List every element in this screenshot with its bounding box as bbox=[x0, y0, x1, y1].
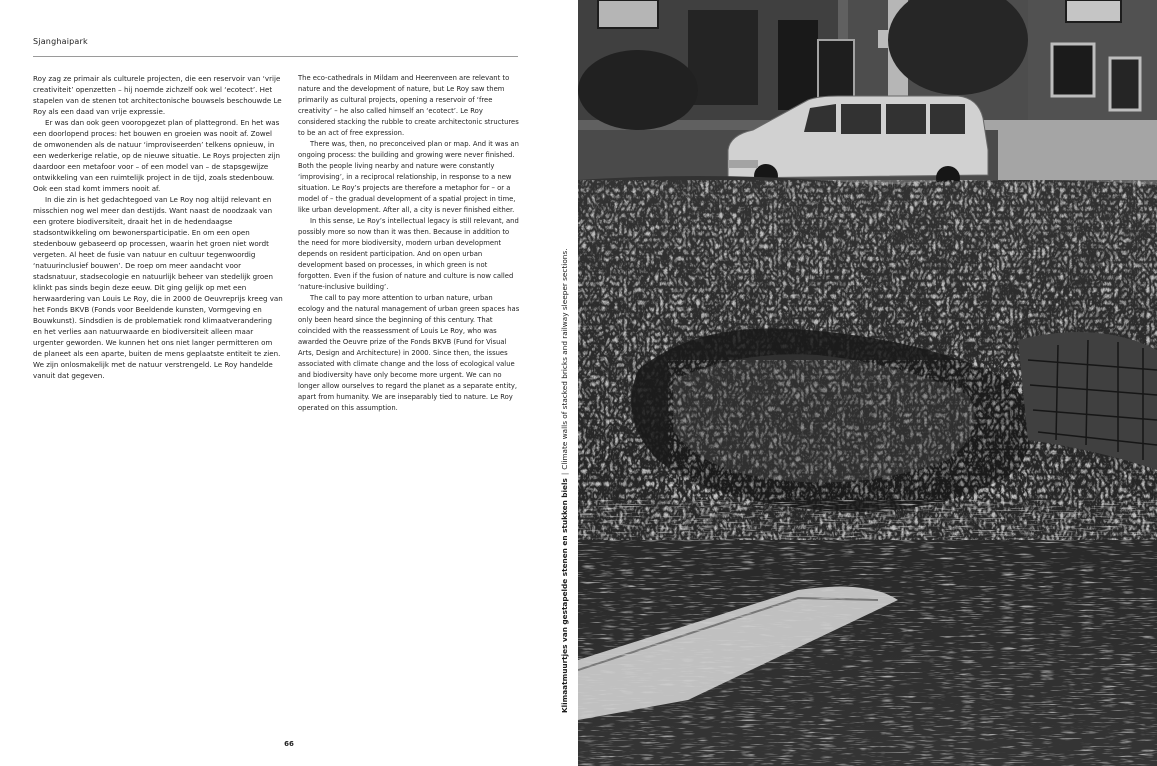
dutch-column bbox=[33, 73, 283, 381]
english-column bbox=[298, 73, 520, 414]
running-head: Sjanghaipark bbox=[33, 37, 88, 46]
page-number: 66 bbox=[284, 740, 294, 748]
dutch-paragraph-2: Er was dan ook geen vooropgezet plan of plattegrond. En het was een doorlopend proces: het bouwen en groeien was nooit af. Zowel de omwonenden als de natuur ‘improviseerden’ telkens opnieuw, in een wederkerige relatie, op de nieuwe situatie. Le Roys projecten zijn daardoor een metafoor voor – of een model van – de stapsgewijze ontwikkeling van een ruimtelijk project in de tijd, zoals stedenbouw. Ook een stad komt immers nooit af. bbox=[33, 118, 281, 193]
caption-dutch: Klimaatmuurtjes van gestapelde stenen en stukken biels bbox=[560, 478, 569, 713]
dutch-paragraph-3: In die zin is het gedachtegoed van Le Roy nog altijd relevant en misschien nog wel meer dan destijds. Want naast de noodzaak van een grotere biodiversiteit, draait het in de hedendaagse stadsontwikkeling om bewonersparticipatie. En om een open stedenbouw gebaseerd op processen, waarin het groen niet wordt vergeten. Al heet de fusie van natuur en cultuur tegenwoordig ‘natuurinclusief bouwen’. De roep om meer aandacht voor stadsnatuur, stadsecologie en natuurlijk beheer van stedelijk groen klinkt pas sinds begin deze eeuw. Dit ging gelijk op met een herwaardering van Louis Le Roy, die in 2000 de Oeuvreprijs kreeg van het Fonds BKVB (Fonds voor Beeldende kunsten, Vormgeving en Bouwkunst). Sindsdien is de problematiek rond klimaatverandering en het verlies aan natuurwaarde en biodiversiteit alleen maar urgenter geworden. We kunnen het ons niet langer permitteren om de planeet als een aparte, buiten de mens geplaatste entiteit te zien. We zijn onlosmakelijk met de natuur verstrengeld. Le Roy handelde vanuit dat gegeven. bbox=[33, 195, 283, 380]
header-rule bbox=[33, 56, 518, 57]
photo bbox=[578, 0, 1157, 766]
english-paragraph-4: The call to pay more attention to urban nature, urban ecology and the natural management of urban green spaces has only been heard since the beginning of this century. That coincided with the reassessment of Louis Le Roy, who was awarded the Oeuvre prize of the Fonds BKVB (Fund for Visual Arts, Design and Architecture) in 2000. Since then, the issues associated with climate change and the loss of ecological value and biodiversity have only become more urgent. We can no longer allow ourselves to regard the planet as a separate entity, apart from humanity. We are inseparably tied to nature. Le Roy operated on this assumption. bbox=[298, 294, 520, 412]
photo-caption bbox=[560, 248, 569, 713]
caption-english: Climate walls of stacked bricks and railway sleeper sections. bbox=[560, 248, 569, 470]
english-paragraph-2: There was, then, no preconceived plan or map. And it was an ongoing process: the building and growing were never finished. Both the people living nearby and nature were constantly ‘improvising’, in a reciprocal relationship, in response to a new situation. Le Roy’s projects are therefore a metaphor for – or a model of – the gradual development of a spatial project in time, like urban development. After all, a city is never finished either. bbox=[298, 140, 519, 214]
dutch-paragraph-1: Roy zag ze primair als culturele projecten, die een reservoir van ‘vrije creativiteit’ openzetten – hij noemde zichzelf ook wel ‘ecotect’. Het stapelen van de stenen tot architectonische bouwsels beschouwde Le Roy als een daad van vrije expressie. bbox=[33, 74, 282, 116]
photo-illustration bbox=[578, 0, 1157, 766]
caption-separator: | bbox=[560, 472, 569, 476]
english-paragraph-3: In this sense, Le Roy’s intellectual legacy is still relevant, and possibly more so now than it was then. Because in addition to the need for more biodiversity, modern urban development depends on resident participation. And on open urban development based on processes, in which green is not forgotten. Even if the fusion of nature and culture is now called ‘nature-inclusive building’. bbox=[298, 217, 519, 291]
english-paragraph-1: The eco-cathedrals in Mildam and Heerenveen are relevant to nature and the development of nature, but Le Roy saw them primarily as cultural projects, opening a reservoir of ‘free creativity’ – he also called himself an ‘ecotect’. Le Roy considered stacking the rubble to create architectonic structures to be an act of free expression. bbox=[298, 74, 519, 137]
left-page bbox=[0, 0, 578, 766]
